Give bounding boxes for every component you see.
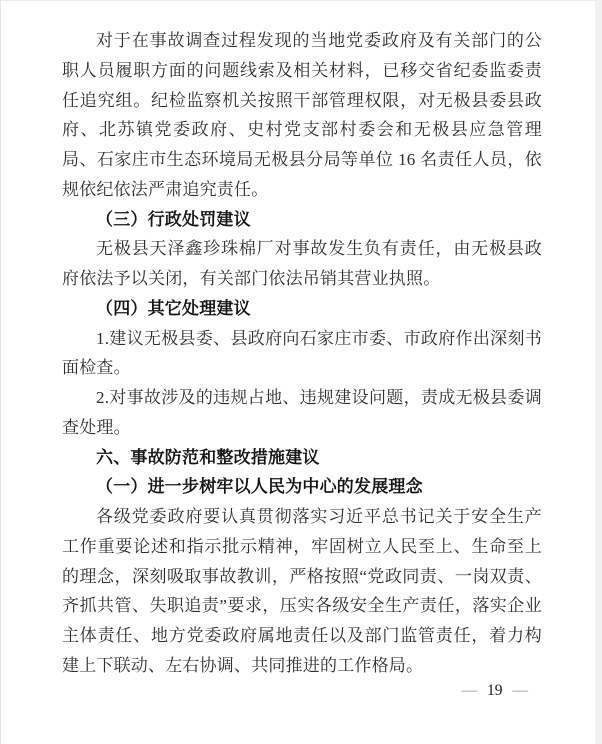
paragraph-accountability-referral: 对于在事故调查过程发现的当地党委政府及有关部门的公职人员履职方面的问题线索及相关材料，已移交省纪委监委责任追究组。纪检监察机关按照干部管理权限，对无极县委县政府、北苏镇党委政府、史村党支部村委会和无极县应急管理局、石家庄市生态环境局无极县分局等单位 16 名责任人员，依规依纪依法严肃追究责任。 bbox=[62, 31, 542, 199]
heading-prevention-measures: 六、事故防范和整改措施建议 bbox=[96, 447, 320, 467]
paragraph-written-review: 1.建议无极县委、县政府向石家庄市委、市政府作出深刻书面检查。 bbox=[62, 328, 542, 378]
page-left-edge bbox=[0, 0, 1, 744]
page-number bbox=[462, 682, 529, 700]
paragraph-implementation-requirements: 各级党委政府要认真贯彻落实习近平总书记关于安全生产工作重要论述和指示批示精神，牢固树立人民至上、生命至上的理念，深刻吸取事故教训，严格按照“党政同责、一岗双责、齐抓共管、失职追责”要求，压实各级安全生产责任，落实企业主体责任、地方党委政府属地责任以及部门监管责任，着力构建上下联动、左右协调、共同推进的工作格局。 bbox=[62, 507, 542, 675]
document-body bbox=[62, 26, 542, 681]
paragraph-land-violation: 2.对事故涉及的违规占地、违规建设问题，责成无极县委调查处理。 bbox=[62, 388, 542, 437]
page-right-edge bbox=[595, 0, 602, 744]
page-number-dash-right: — bbox=[512, 682, 528, 699]
page-number-value: 19 bbox=[487, 682, 503, 699]
page-number-dash-left: — bbox=[461, 682, 477, 699]
heading-other-handling: （四）其它处理建议 bbox=[96, 298, 251, 318]
page-top-edge bbox=[0, 0, 602, 1]
paragraph-factory-closure: 无极县天泽鑫珍珠棉厂对事故发生负有责任，由无极县政府依法予以关闭，有关部门依法吊销其营业执照。 bbox=[62, 239, 542, 288]
heading-administrative-penalty: （三）行政处罚建议 bbox=[96, 209, 251, 229]
heading-people-centered-concept: （一）进一步树牢以人民为中心的发展理念 bbox=[96, 477, 423, 497]
